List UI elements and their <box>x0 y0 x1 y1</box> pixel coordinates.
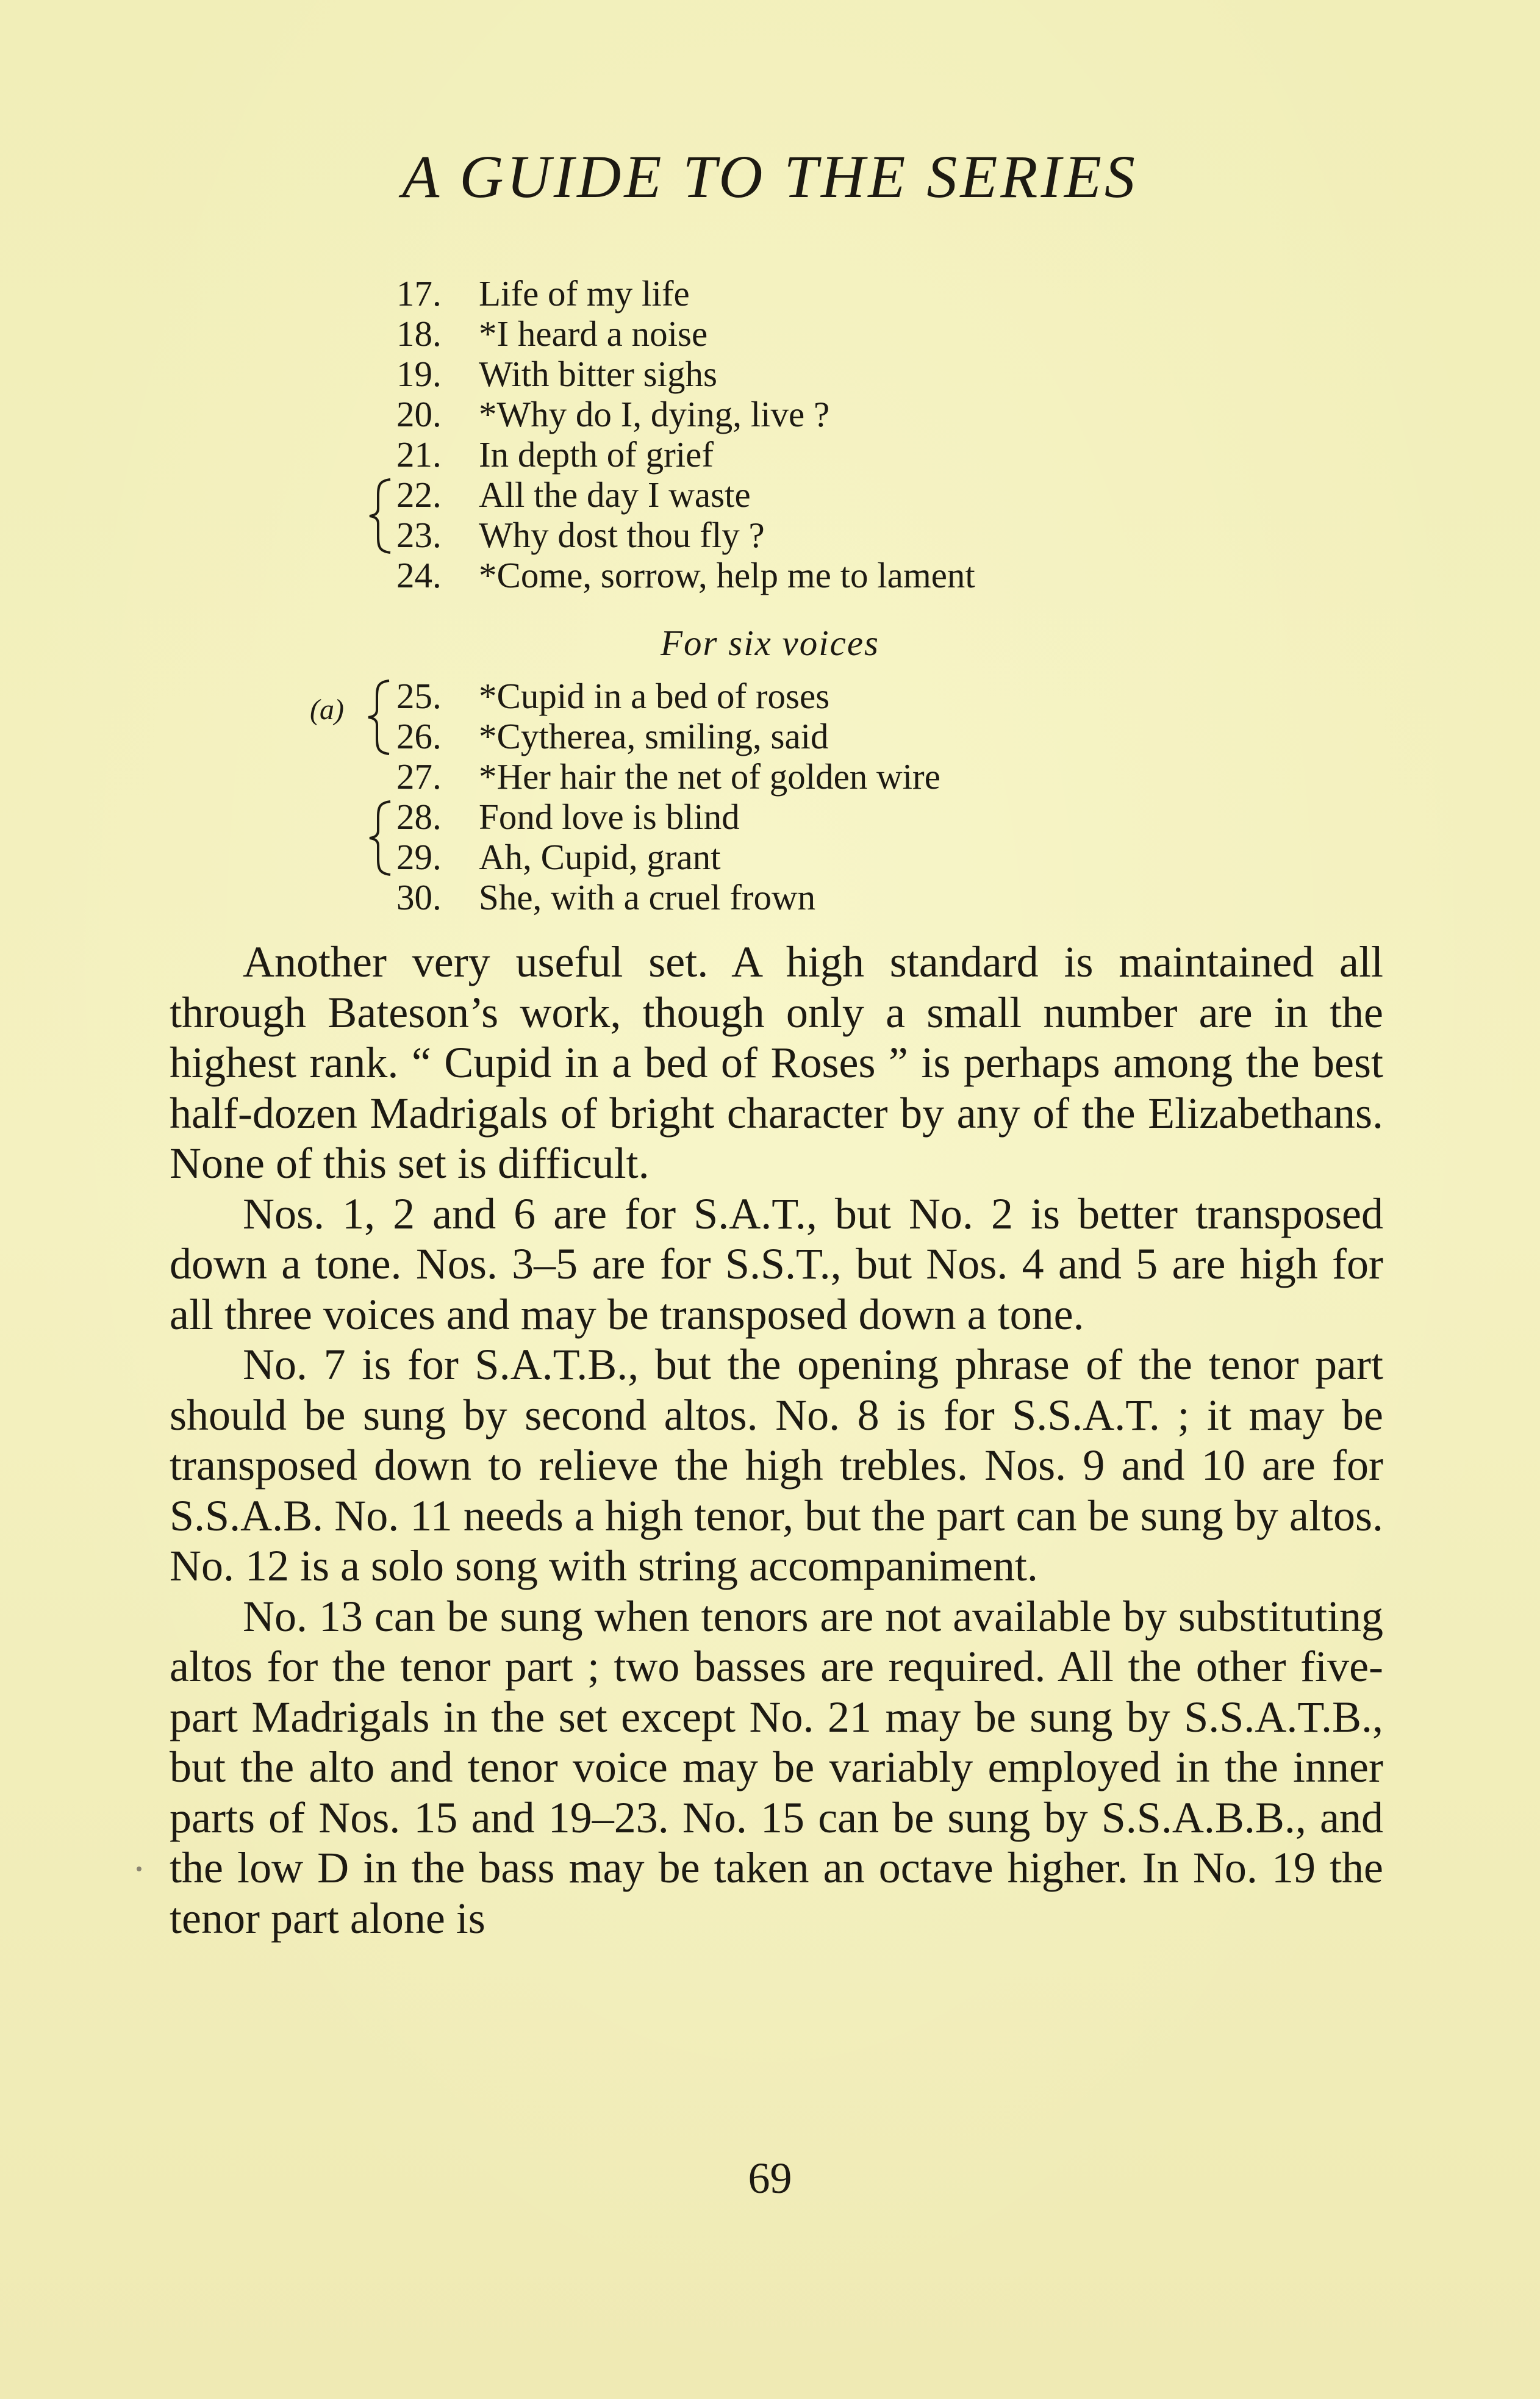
item-number: 17. <box>396 273 442 314</box>
item-number: 30. <box>396 877 442 917</box>
body-text <box>170 937 1383 1943</box>
list-item <box>0 354 1540 394</box>
item-title: She, with a cruel frown <box>479 877 816 917</box>
item-title: *Her hair the net of golden wire <box>479 756 940 797</box>
list-item <box>0 434 1540 475</box>
item-title: *Cupid in a bed of roses <box>479 676 830 716</box>
item-number: 25. <box>396 676 442 716</box>
grouping-brace <box>366 477 393 555</box>
item-number: 22. <box>396 475 442 515</box>
list-item <box>0 555 1540 595</box>
print-speck <box>137 1866 141 1871</box>
item-title: *I heard a noise <box>479 314 708 354</box>
item-number: 26. <box>396 716 442 756</box>
item-title: *Come, sorrow, help me to lament <box>479 555 975 595</box>
page-number: 69 <box>748 2154 792 2203</box>
item-number: 19. <box>396 354 442 394</box>
item-title: *Cytherea, smiling, said <box>479 716 829 756</box>
item-title: Why dost thou fly ? <box>479 515 765 555</box>
list-item <box>0 756 1540 797</box>
item-title: Fond love is blind <box>479 797 740 837</box>
list-item <box>0 314 1540 354</box>
item-number: 21. <box>396 434 442 475</box>
item-title: With bitter sighs <box>479 354 717 394</box>
paragraph: No. 13 can be sung when tenors are not available by substituting altos for the tenor part ; two basses are required. All the other five-part Madrigals in the set except No. 21 may be sung by S.S.A.T.B., but the alto and tenor voice may be variably employed in the inner parts of Nos. 15 and 19–23. No. 15 can be sung by S.S.A.B.B., and the low D in the bass may be taken an octave higher. In No. 19 the tenor part alone is <box>170 1591 1383 1943</box>
item-number: 28. <box>396 797 442 837</box>
section-subheading: For six voices <box>661 623 879 663</box>
item-number: 18. <box>396 314 442 354</box>
grouping-brace <box>365 678 392 756</box>
list-item <box>0 837 1540 877</box>
item-number: 29. <box>396 837 442 877</box>
item-number: 27. <box>396 756 442 797</box>
running-head: A GUIDE TO THE SERIES <box>402 143 1138 210</box>
list-item <box>0 877 1540 917</box>
list-item <box>0 394 1540 434</box>
item-number: 24. <box>396 555 442 595</box>
group-label: (a) <box>310 694 344 726</box>
paragraph: Another very useful set. A high standard is maintained all through Bateson’s work, though only a small number are in the highest rank. “ Cupid in a bed of Roses ” is perhaps among the best half-dozen Madrigals of bright character by any of the Elizabethans. None of this set is difficult. <box>170 938 1383 1188</box>
list-item <box>0 475 1540 515</box>
paragraph: Nos. 1, 2 and 6 are for S.A.T., but No. 2 is better transposed down a tone. Nos. 3–5 are for S.S.T., but Nos. 4 and 5 are high for all three voices and may be transposed down a tone. <box>170 1189 1383 1339</box>
item-title: All the day I waste <box>479 475 751 515</box>
item-title: Life of my life <box>479 273 690 314</box>
item-title: *Why do I, dying, live ? <box>479 394 830 434</box>
item-number: 20. <box>396 394 442 434</box>
grouping-brace <box>366 799 393 877</box>
list-item <box>0 515 1540 555</box>
item-number: 23. <box>396 515 442 555</box>
item-title: Ah, Cupid, grant <box>479 837 721 877</box>
list-item <box>0 797 1540 837</box>
list-item <box>0 273 1540 314</box>
list-item <box>0 716 1540 756</box>
list-item <box>0 676 1540 716</box>
item-title: In depth of grief <box>479 434 714 475</box>
paragraph: No. 7 is for S.A.T.B., but the opening phrase of the tenor part should be sung by second altos. No. 8 is for S.S.A.T. ; it may be transposed down to relieve the high trebles. Nos. 9 and 10 are for S.S.A.B. No. 11 needs a high tenor, but the part can be sung by altos. No. 12 is a solo song with string accompaniment. <box>170 1340 1383 1590</box>
